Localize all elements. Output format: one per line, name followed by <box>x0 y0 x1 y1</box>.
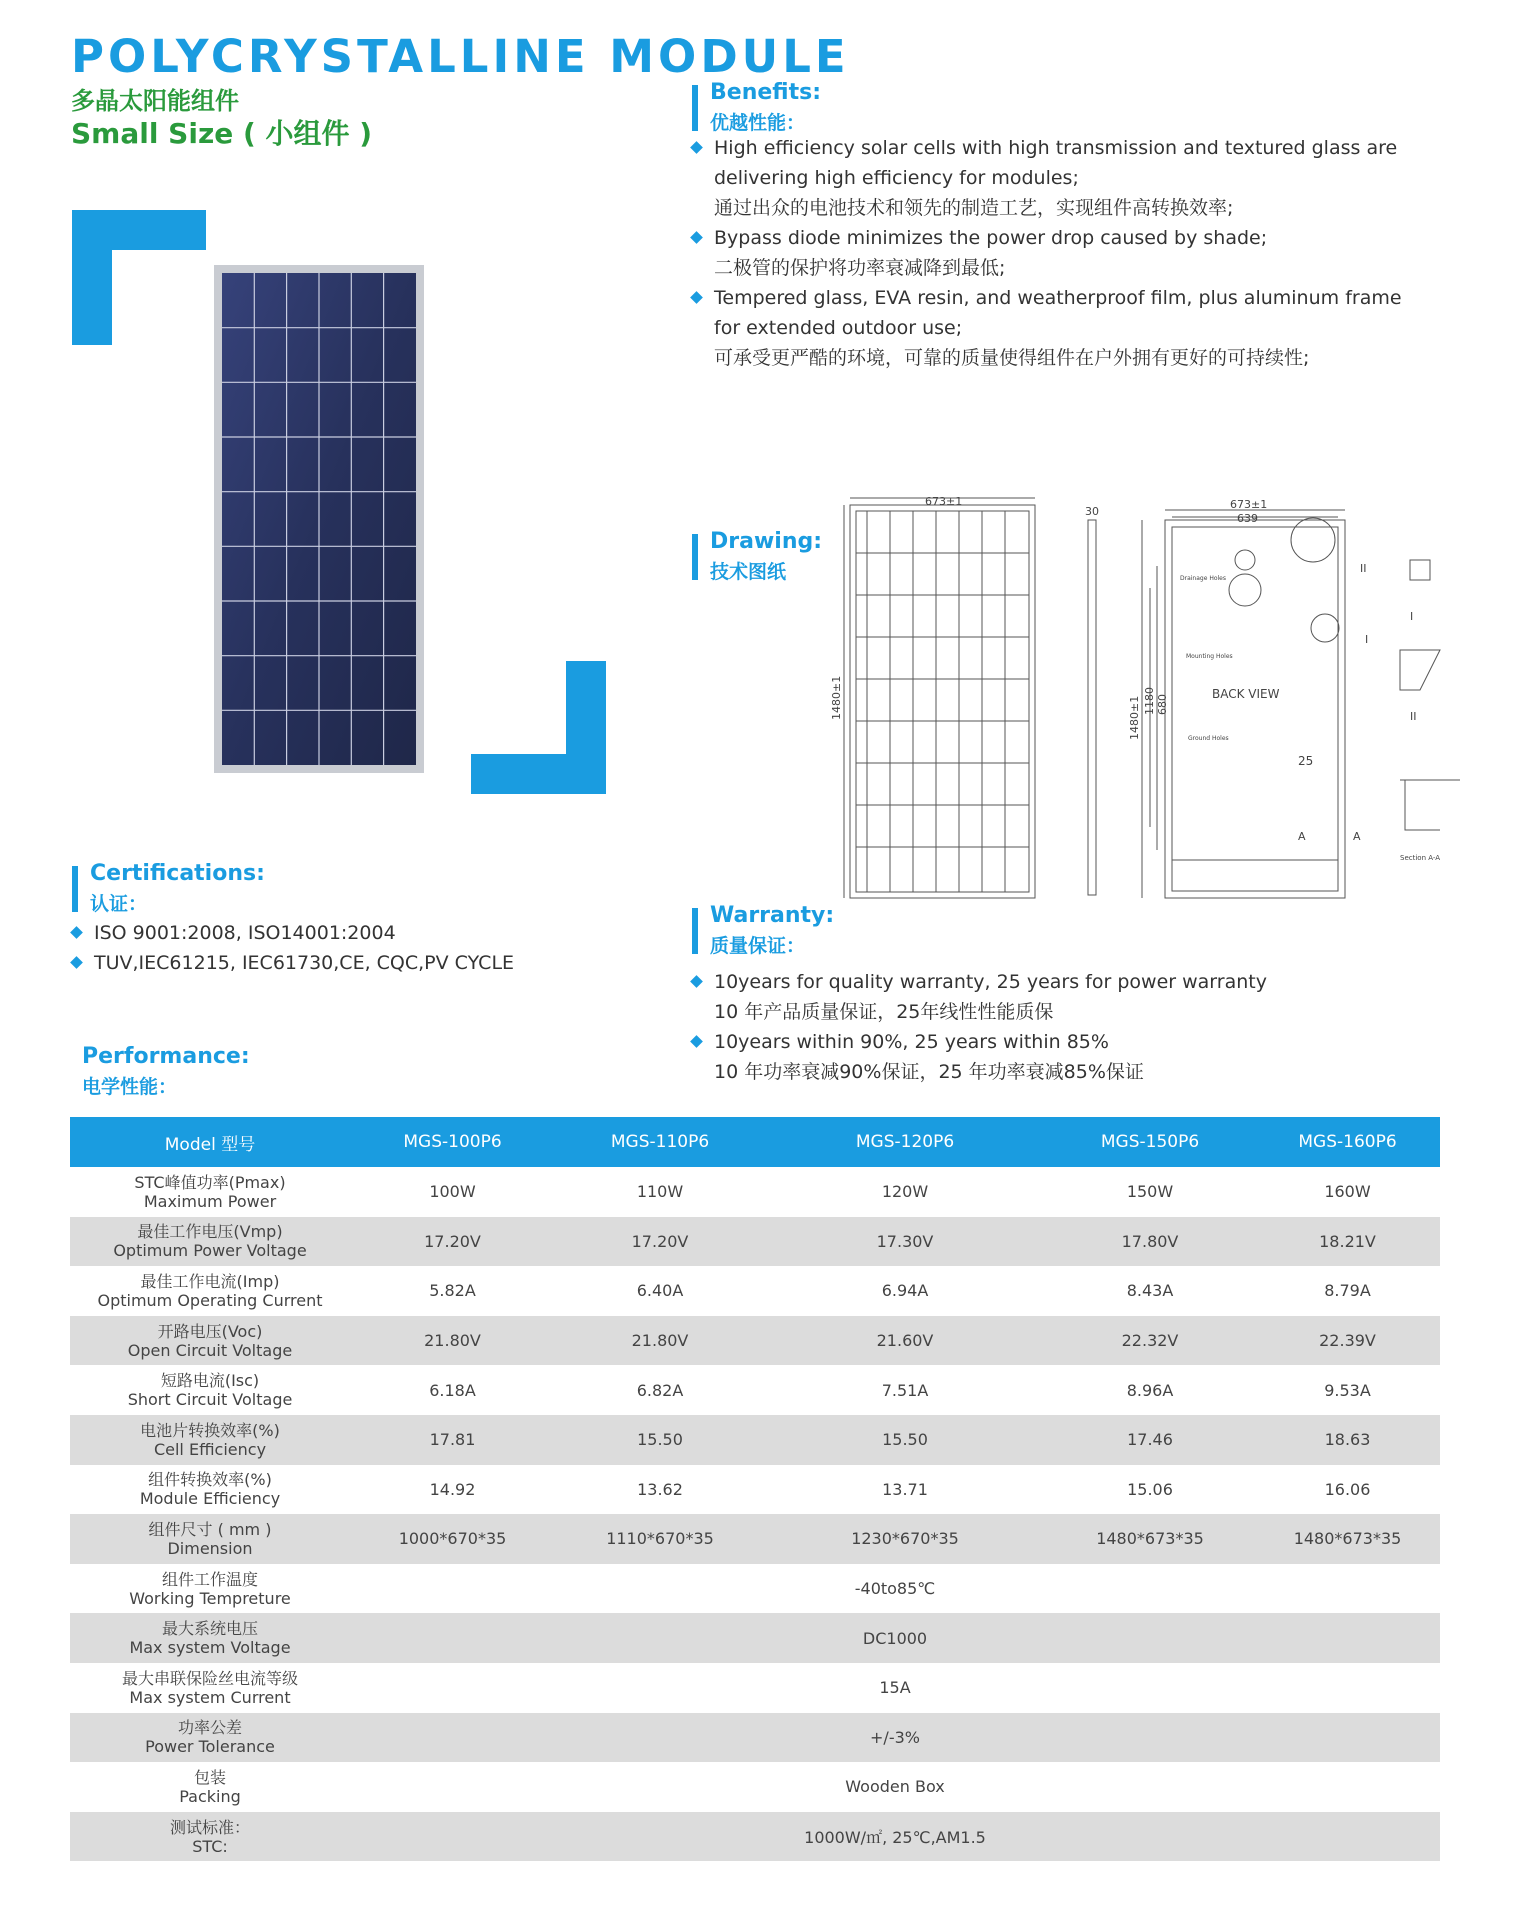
table-cell: 15.06 <box>1127 1479 1173 1499</box>
section-a-right: A <box>1353 830 1361 843</box>
table-cell-merged: -40to85℃ <box>854 1579 936 1599</box>
dim-depth: 30 <box>1085 505 1099 518</box>
benefit-item: High efficiency solar cells with high transmission and textured glass are delivering high efficiency for modules; 通过出众的电池技术和领先的制造工艺，实现组件高转换效率; <box>690 133 1402 223</box>
warranty-heading: Warranty: <box>710 903 835 928</box>
dim-680: 680 <box>1156 694 1169 715</box>
bullet-diamond-icon <box>690 291 703 304</box>
table-cell: 160W <box>1324 1182 1371 1202</box>
param-name: 最佳工作电压(Vmp) Optimum Power Voltage <box>70 1217 350 1267</box>
panel-cell-grid <box>222 273 416 765</box>
table-cell: 21.80V <box>555 1316 765 1366</box>
table-header-cell: Model 型号 <box>70 1117 350 1167</box>
table-cell: 17.46 <box>1045 1415 1255 1465</box>
table-row <box>70 1514 1440 1564</box>
dim-1180: 1180 <box>1143 687 1156 715</box>
warranty-heading-cn: 质量保证： <box>710 935 806 957</box>
table-cell: 6.94A <box>881 1281 929 1301</box>
table-cell: 1110*670*35 <box>555 1514 765 1564</box>
certification-item: ISO 9001:2008, ISO14001:2004 <box>70 918 514 948</box>
certifications-accent-bar <box>72 866 78 912</box>
param-name: 功率公差 Power Tolerance <box>70 1713 350 1763</box>
benefits-accent-bar <box>692 85 698 131</box>
table-cell: 6.82A <box>636 1380 684 1400</box>
table-header-row <box>70 1117 1440 1167</box>
table-cell: 1230*670*35 <box>765 1514 1045 1564</box>
param-name: 短路电流(Isc) Short Circuit Voltage <box>127 1371 293 1410</box>
table-row <box>70 1365 1440 1415</box>
table-cell: 6.40A <box>636 1281 684 1301</box>
dim-height-front: 1480±1 <box>830 675 843 720</box>
param-name: 组件尺寸 ( mm ) Dimension <box>70 1514 350 1564</box>
warranty-item: 10years within 90%, 25 years within 85% 10 年功率衰减90%保证，25 年功率衰减85%保证 <box>690 1027 1267 1087</box>
detail-I-label: I <box>1365 633 1369 646</box>
table-cell: 1000*670*35 <box>350 1514 555 1564</box>
bullet-diamond-icon <box>690 1035 703 1048</box>
dim-width-back: 673±1 <box>1230 498 1268 511</box>
corner-bracket-top-left <box>72 210 206 345</box>
table-cell: 22.32V <box>1045 1316 1255 1366</box>
table-cell: 16.06 <box>1324 1479 1371 1499</box>
detail-II-label: II <box>1360 562 1367 575</box>
table-cell-merged: DC1000 <box>350 1613 1440 1663</box>
table-header-cell: MGS-110P6 <box>555 1117 765 1167</box>
table-row <box>70 1564 1440 1614</box>
drawing-heading-cn: 技术图纸 <box>710 561 787 583</box>
table-cell: 1480*673*35 <box>1255 1514 1440 1564</box>
table-row <box>70 1812 1440 1862</box>
warranty-item: 10years for quality warranty, 25 years for power warranty 10 年产品质量保证，25年线性性能质保 <box>690 967 1267 1027</box>
section-aa-label: Section A-A <box>1400 854 1441 862</box>
table-cell: 8.79A <box>1324 1281 1371 1301</box>
table-header-cell: MGS-160P6 <box>1255 1117 1440 1167</box>
table-cell: 6.18A <box>429 1380 476 1400</box>
table-cell: 14.92 <box>429 1479 476 1499</box>
table-cell: 120W <box>881 1182 929 1202</box>
table-cell: 17.30V <box>765 1217 1045 1267</box>
table-cell: 17.20V <box>555 1217 765 1267</box>
table-row <box>70 1217 1440 1267</box>
certifications-list <box>70 918 514 978</box>
table-cell: 100W <box>429 1182 476 1202</box>
table-cell: 15.50 <box>765 1415 1045 1465</box>
bullet-diamond-icon <box>690 141 703 154</box>
table-cell: 17.80V <box>1045 1217 1255 1267</box>
table-cell: 9.53A <box>1324 1380 1371 1400</box>
param-name: 组件转换效率(%) Module Efficiency <box>139 1470 281 1509</box>
table-row <box>70 1465 1440 1515</box>
table-cell: 8.43A <box>1126 1281 1174 1301</box>
dim-inner: 639 <box>1237 512 1258 525</box>
dim-25: 25 <box>1298 754 1314 768</box>
certifications-heading-cn: 认证： <box>90 893 148 915</box>
technical-drawing <box>820 490 1480 910</box>
certification-item: TUV,IEC61215, IEC61730,CE, CQC,PV CYCLE <box>70 948 514 978</box>
table-cell-merged: 15A <box>879 1678 911 1698</box>
performance-heading: Performance: <box>82 1044 250 1069</box>
benefits-list <box>690 133 1402 373</box>
ground-holes-label: Ground Holes <box>1188 735 1229 742</box>
table-cell: 17.20V <box>350 1217 555 1267</box>
warranty-accent-bar <box>692 908 698 954</box>
benefit-item: Tempered glass, EVA resin, and weatherproof film, plus aluminum frame for extended outdoor use; 可承受更严酷的环境，可靠的质量使得组件在户外拥有更好的可持续性; <box>690 283 1402 373</box>
table-cell: 22.39V <box>1255 1316 1440 1366</box>
table-cell: 17.81 <box>350 1415 555 1465</box>
table-cell-merged: 1000W/㎡, 25℃,AM1.5 <box>350 1812 1440 1862</box>
detail-II-caption: II <box>1410 710 1417 723</box>
param-name: STC峰值功率(Pmax) Maximum Power <box>134 1172 286 1211</box>
table-cell: 110W <box>636 1182 684 1202</box>
benefits-heading-cn: 优越性能： <box>710 112 806 134</box>
table-cell: 1480*673*35 <box>1045 1514 1255 1564</box>
table-cell: 18.21V <box>1255 1217 1440 1267</box>
subtitle-cn: 多晶太阳能组件 <box>71 87 239 115</box>
table-row <box>70 1415 1440 1465</box>
param-name: 最大系统电压 Max system Voltage <box>70 1613 350 1663</box>
table-cell-merged: +/-3% <box>350 1713 1440 1763</box>
spec-table <box>70 1117 1440 1861</box>
table-cell: 21.60V <box>765 1316 1045 1366</box>
table-cell-merged: Wooden Box <box>845 1777 945 1797</box>
bullet-diamond-icon <box>70 926 83 939</box>
param-name: 包装 Packing <box>179 1767 241 1806</box>
table-cell: 13.62 <box>637 1479 683 1499</box>
table-cell: 7.51A <box>881 1380 929 1400</box>
table-header-cell: MGS-100P6 <box>350 1117 555 1167</box>
table-header-cell: MGS-150P6 <box>1045 1117 1255 1167</box>
warranty-list <box>690 967 1267 1087</box>
bullet-diamond-icon <box>690 975 703 988</box>
solar-panel-cells <box>222 273 416 765</box>
table-cell: 5.82A <box>429 1281 476 1301</box>
table-cell: 8.96A <box>1126 1380 1174 1400</box>
certifications-heading: Certifications: <box>90 861 265 886</box>
table-row <box>70 1663 1440 1713</box>
table-cell: 18.63 <box>1255 1415 1440 1465</box>
benefits-heading: Benefits: <box>710 80 821 105</box>
drawing-heading: Drawing: <box>710 529 823 554</box>
param-name: 电池片转换效率(%) Cell Efficiency <box>70 1415 350 1465</box>
solar-panel-photo <box>214 265 424 773</box>
table-cell: 21.80V <box>350 1316 555 1366</box>
benefit-item: Bypass diode minimizes the power drop caused by shade; 二极管的保护将功率衰减降到最低; <box>690 223 1402 283</box>
bullet-diamond-icon <box>70 956 83 969</box>
detail-I-caption: I <box>1410 610 1414 623</box>
section-a-left: A <box>1298 830 1306 843</box>
param-name: 组件工作温度 Working Tempreture <box>129 1569 291 1608</box>
page-title: POLYCRYSTALLINE MODULE <box>71 30 850 83</box>
param-name: 测试标准： STC: <box>70 1812 350 1862</box>
table-header-cell: MGS-120P6 <box>765 1117 1045 1167</box>
corner-bracket-bottom-right <box>471 661 606 794</box>
table-row <box>70 1713 1440 1763</box>
subtitle-en: Small Size ( 小组件 ) <box>71 117 373 150</box>
back-view-label: BACK VIEW <box>1212 687 1280 701</box>
drainage-holes-label: Drainage Holes <box>1180 575 1226 582</box>
table-cell: 13.71 <box>882 1479 928 1499</box>
param-name: 最大串联保险丝电流等级 Max system Current <box>121 1668 298 1707</box>
drawing-accent-bar <box>692 534 698 580</box>
table-row <box>70 1762 1440 1812</box>
table-cell: 150W <box>1126 1182 1174 1202</box>
table-cell: 15.50 <box>555 1415 765 1465</box>
param-name: 开路电压(Voc) Open Circuit Voltage <box>70 1316 350 1366</box>
table-row <box>70 1316 1440 1366</box>
dim-height-back: 1480±1 <box>1128 695 1141 740</box>
performance-heading-cn: 电学性能： <box>82 1076 178 1098</box>
param-name: 最佳工作电流(Imp) Optimum Operating Current <box>97 1271 323 1310</box>
mounting-holes-label: Mounting Holes <box>1186 653 1233 660</box>
bullet-diamond-icon <box>690 231 703 244</box>
table-row <box>70 1167 1440 1217</box>
dim-width-front: 673±1 <box>925 495 963 508</box>
table-row <box>70 1266 1440 1316</box>
table-row <box>70 1613 1440 1663</box>
